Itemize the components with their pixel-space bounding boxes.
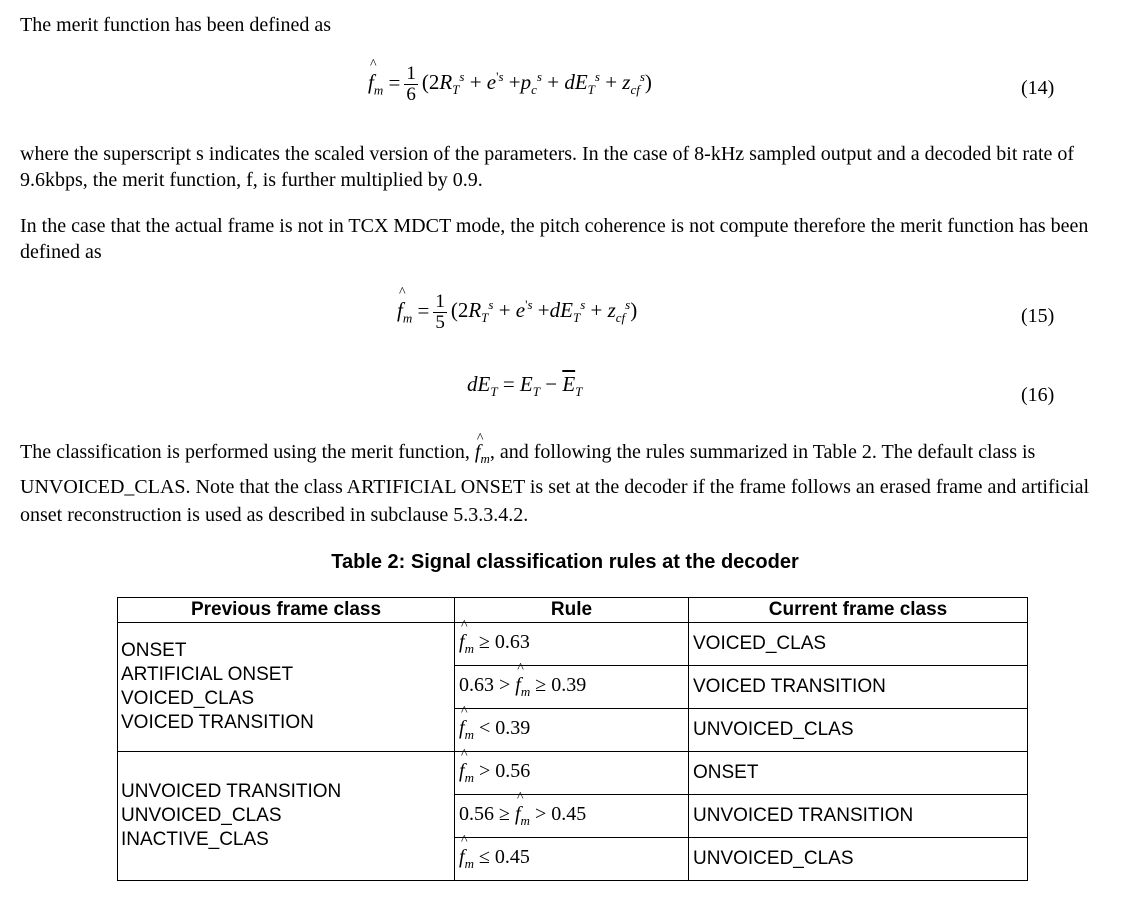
equation-16: $dE_T = E_T - \overline{E}_T$ <box>467 372 583 400</box>
rule-cell: ^ $f_m \le 0.45$ <box>455 838 689 881</box>
equation-number-15: (15) <box>1021 305 1055 327</box>
header-current-frame-class: Current frame class <box>689 598 1028 623</box>
equation-number-14: (14) <box>1021 77 1055 99</box>
paragraph-classification: The classification is performed using the merit function, ^ $f_m$, and following the rules summarized in Table 2. The default class is UNVOICED_CLAS. Note that the class ARTIFICIAL ONSET is set at the decoder if the frame follows an erased frame and artificial onset reconstruction is used as described in subclause 5.3.3.4.2. <box>20 438 1120 529</box>
rule-cell: ^ $f_m > 0.56$ <box>455 752 689 795</box>
rule-cell: ^ $f_m \ge 0.63$ <box>455 623 689 666</box>
current-class-cell: ONSET <box>689 752 1028 795</box>
classification-table <box>117 597 1028 881</box>
table-row <box>118 752 1028 795</box>
fraction-1-5: $\frac{1}{5}$ <box>435 291 445 333</box>
current-class-cell: VOICED_CLAS <box>689 623 1028 666</box>
header-rule: Rule <box>455 598 689 623</box>
previous-class-cell: UNVOICED TRANSITION UNVOICED_CLAS INACTIVE_CLAS <box>118 752 455 881</box>
current-class-cell: UNVOICED TRANSITION <box>689 795 1028 838</box>
table-row <box>118 623 1028 666</box>
paragraph-scaled: where the superscript s indicates the scaled version of the parameters. In the case of 8-kHz sampled output and a decoded bit rate of 9.6kbps, the merit function, f, is further multiplied by 0.9. <box>20 143 1075 191</box>
rule-cell: 0.56 ≥ ^ $f_m > 0.45$ <box>455 795 689 838</box>
f-hat-symbol: ^ f <box>397 298 403 323</box>
current-class-cell: UNVOICED_CLAS <box>689 709 1028 752</box>
paragraph-tcx: In the case that the actual frame is not in TCX MDCT mode, the pitch coherence is not compute therefore the merit function has been defined as <box>20 215 1089 263</box>
table-caption: Table 2: Signal classification rules at the decoder <box>331 551 799 573</box>
f-hat-symbol: ^ f <box>475 438 481 466</box>
fraction-1-6: $\frac{1}{6}$ <box>406 63 416 105</box>
rule-cell: ^ $f_m < 0.39$ <box>455 709 689 752</box>
intro-text: The merit function has been defined as <box>20 14 331 36</box>
f-hat-symbol: ^ f <box>368 70 374 95</box>
current-class-cell: VOICED TRANSITION <box>689 666 1028 709</box>
current-class-cell: UNVOICED_CLAS <box>689 838 1028 881</box>
equation-number-16: (16) <box>1021 384 1055 406</box>
previous-class-cell: ONSET ARTIFICIAL ONSET VOICED_CLAS VOICED TRANSITION <box>118 623 455 752</box>
rule-cell: 0.63 > ^ $f_m \ge 0.39$ <box>455 666 689 709</box>
header-previous-frame-class: Previous frame class <box>118 598 455 623</box>
equation-15: ^ $f_m$ = $\frac{1}{5}$ $(2R_T^s + e^{'s} +dE_T^s + z_{cf}^s)$ <box>397 292 637 333</box>
equation-14: ^ $f_m$ = $\frac{1}{6}$ $(2R_T^s + e^{'s} +p_c^s + dE_T^s + z_{cf}^s)$ <box>368 64 652 105</box>
